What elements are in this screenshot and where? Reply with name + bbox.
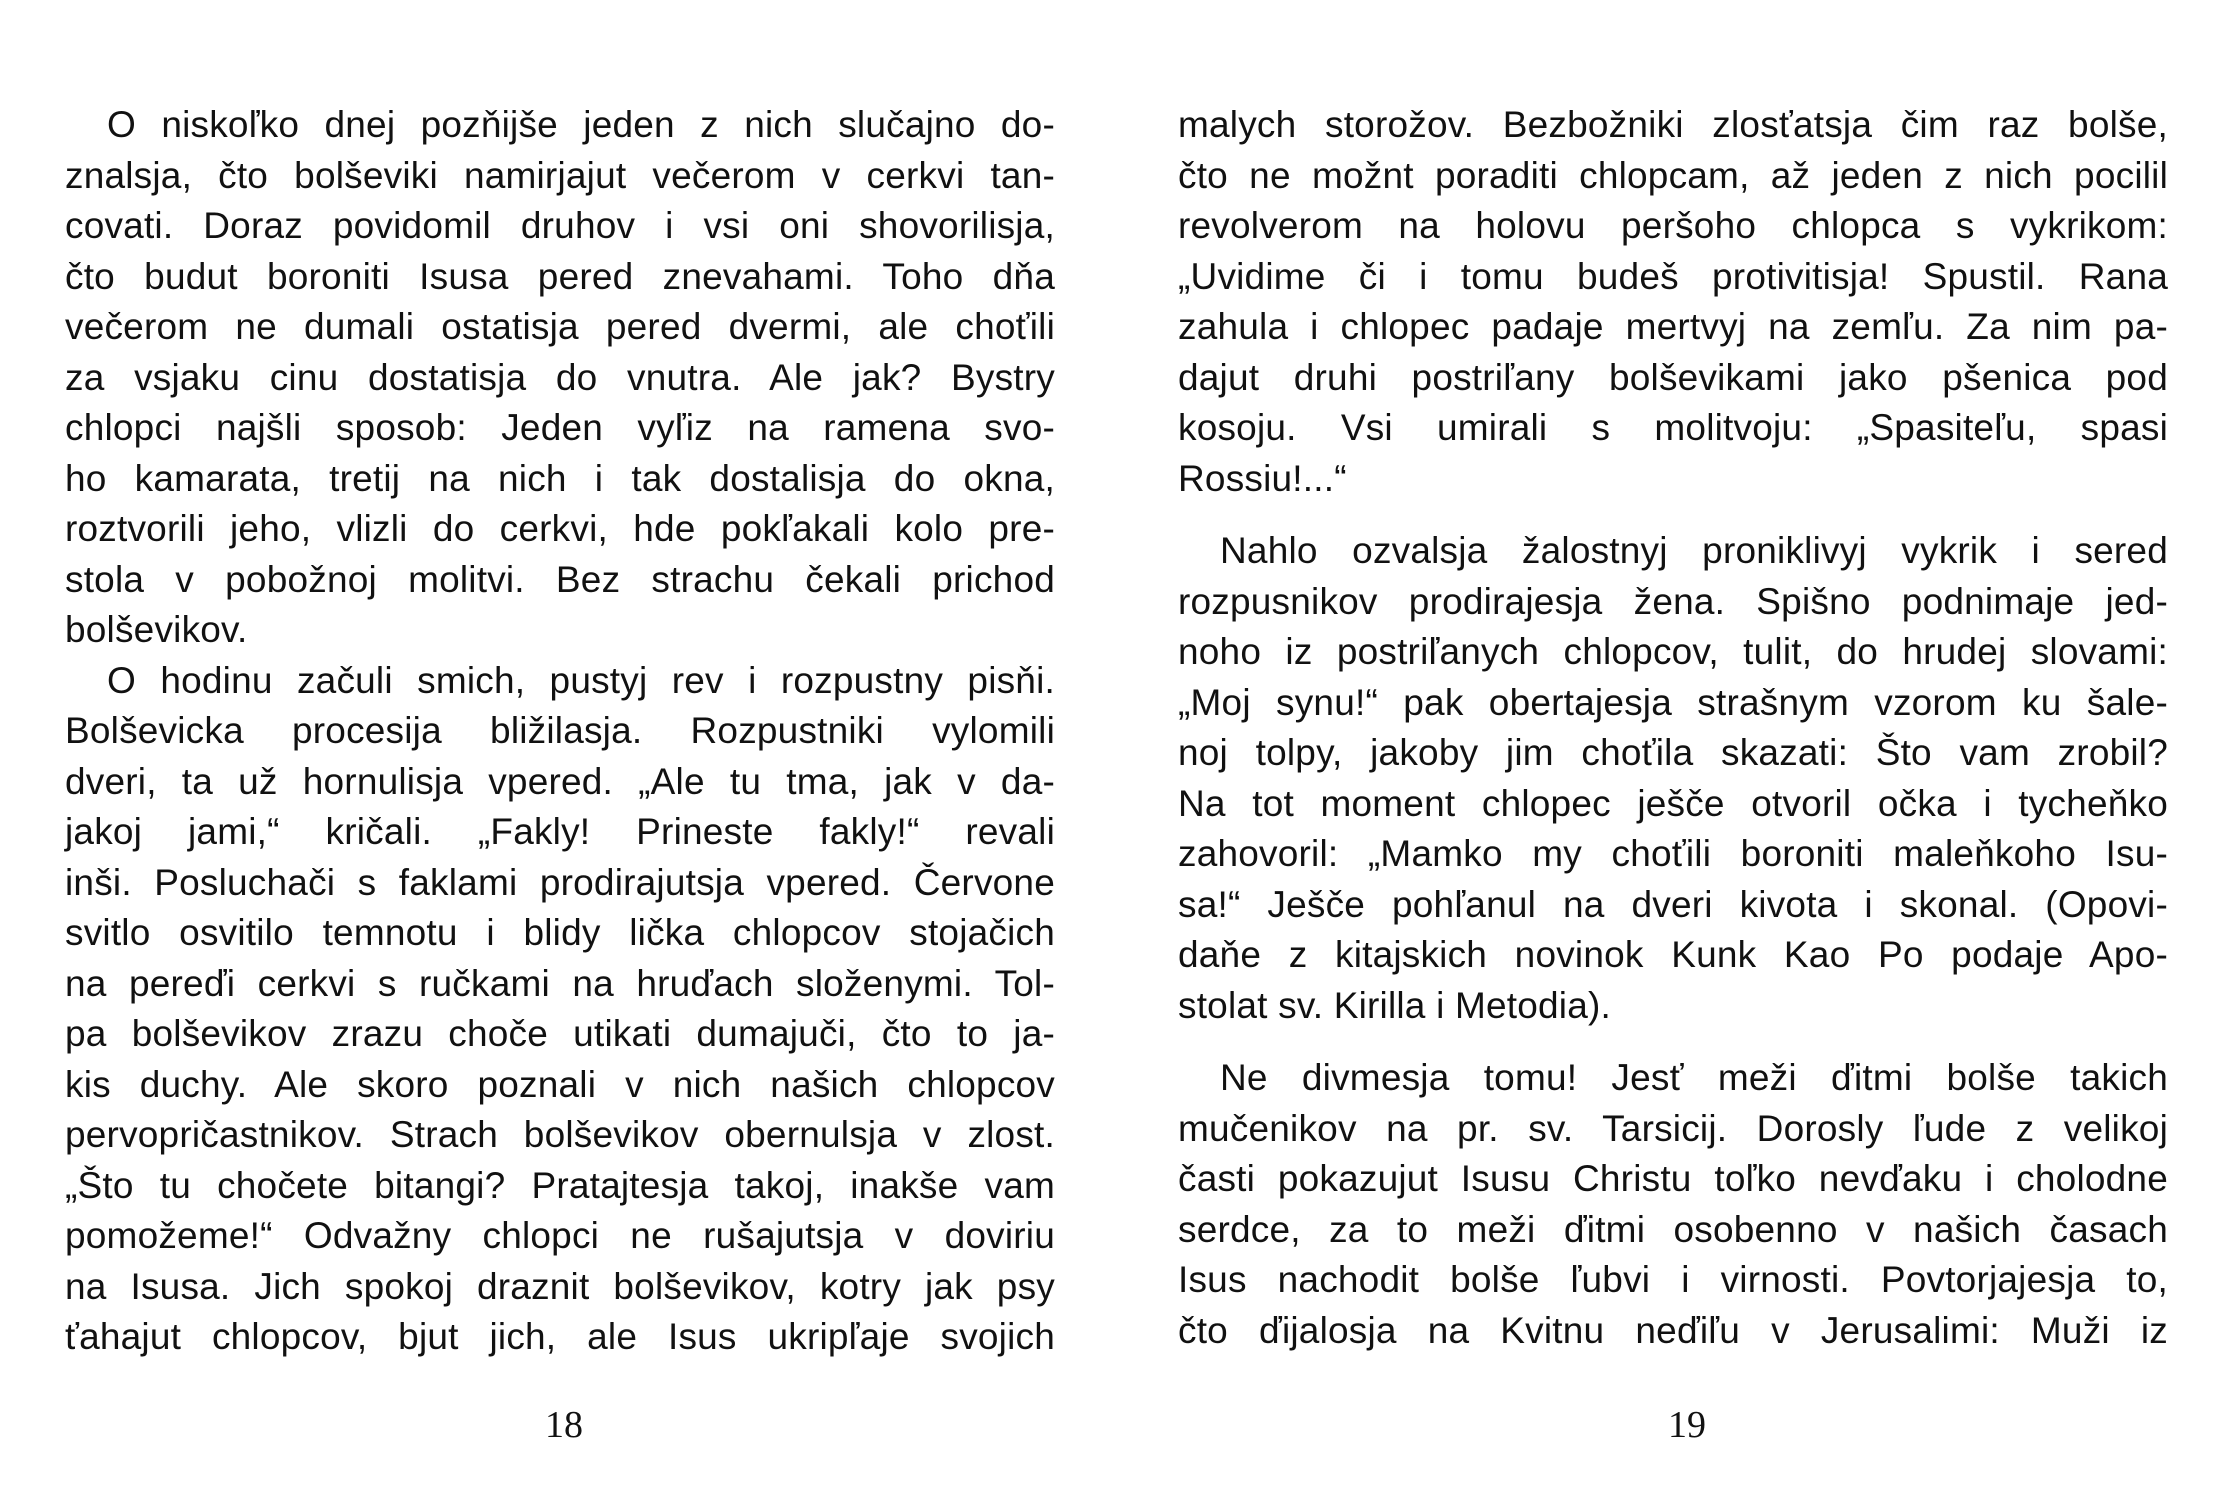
text-line: na pereďi cerkvi s ručkami na hruďach složenymi. Tol- [65, 962, 1055, 1004]
text-line: večerom ne dumali ostatisja pered dvermi, ale choťili [65, 306, 1055, 347]
text-line: čto ne možnt poraditi chlopcam, až jeden z nich pocilil [1178, 154, 2168, 196]
text-line: „Moj synu!“ pak obertajesja strašnym vzorom ku šale- [1178, 681, 2168, 723]
text-line: O hodinu začuli smich, pustyj rev i rozpustny pisňi. [107, 659, 1055, 701]
text-line: pervopričastnikov. Strach bolševikov obernulsja v zlost. [65, 1114, 1055, 1155]
text-line: covati. Doraz povidomil druhov i vsi oni shovorilisja, [65, 205, 1055, 246]
text-line: za vsjaku cinu dostatisja do vnutra. Ale jak? Bystry [65, 356, 1055, 398]
text-line: znalsja, čto bolševiki namirjajut večerom v cerkvi tan- [65, 154, 1055, 196]
text-line: O niskoľko dnej pozňijše jeden z nich slučajno do- [107, 104, 1055, 145]
text-line: ťahajut chlopcov, bjut jich, ale Isus ukripľaje svojich [65, 1316, 1055, 1357]
text-line: Isus nachodit bolše ľubvi i virnosti. Povtorjajesja to, [1178, 1259, 2168, 1300]
text-line: inši. Posluchači s faklami prodirajutsja vpered. Červone [65, 861, 1055, 903]
text-line: roztvorili jeho, vlizli do cerkvi, hde pokľakali kolo pre- [65, 508, 1055, 549]
text-line: „Što tu chočete bitangi? Pratajtesja takoj, inakše vam [65, 1164, 1055, 1206]
text-line: dveri, ta už hornulisja vpered. „Ale tu tma, jak v da- [65, 760, 1055, 802]
text-line: jakoj jami,“ kričali. „Fakly! Prineste fakly!“ revali [65, 811, 1055, 852]
page-number-left: 18 [545, 1404, 583, 1446]
text-line: čto ďijalosja na Kvitnu neďiľu v Jerusalimi: Muži iz [1178, 1309, 2168, 1351]
text-line: čto budut boroniti Isusa pered znevahami. Toho dňa [65, 255, 1055, 297]
text-line: stolat sv. Kirilla i Metodia). [1178, 984, 1611, 1026]
text-line: daňe z kitajskich novinok Kunk Kao Po podaje Apo- [1178, 934, 2168, 975]
text-line: pomožeme!“ Odvažny chlopci ne rušajutsja v doviriu [65, 1215, 1055, 1256]
text-line: na Isusa. Jich spokoj draznit bolševikov, kotry jak psy [65, 1265, 1055, 1307]
text-line: stola v pobožnoj molitvi. Bez strachu čekali prichod [65, 558, 1055, 600]
text-line: svitlo osvitilo temnotu i blidy lička chlopcov stojačich [65, 912, 1055, 953]
text-line: zahovoril: „Mamko my choťili boroniti maleňkoho Isu- [1178, 833, 2168, 874]
text-line: dajut druhi postriľany bolševikami jako pšenica pod [1178, 356, 2168, 398]
page-number-right: 19 [1668, 1404, 1706, 1446]
text-line: rozpusnikov prodirajesja žena. Spišno podnimaje jed- [1178, 580, 2168, 622]
text-line: zahula i chlopec padaje mertvyj na zemľu. Za nim pa- [1178, 306, 2168, 347]
right-page-text [1178, 100, 2168, 1356]
text-line: Nahlo ozvalsja žalostnyj proniklivyj vykrik i sered [1220, 530, 2168, 571]
text-line: noho iz postriľanych chlopcov, tulit, do hrudej slovami: [1178, 631, 2168, 672]
text-line: kis duchy. Ale skoro poznali v nich našich chlopcov [65, 1063, 1055, 1105]
text-line: Bolševicka procesija bližilasja. Rozpustniki vylomili [65, 710, 1055, 751]
text-line: revolverom na holovu peršoho chlopca s vykrikom: [1178, 205, 2168, 246]
text-line: sa!“ Ješče pohľanul na dveri kivota i skonal. (Opovi- [1178, 883, 2168, 925]
left-page-text [65, 100, 1055, 1363]
text-line: časti pokazujut Isusu Christu toľko nevďaku i cholodne [1178, 1158, 2168, 1199]
text-line: bolševikov. [65, 609, 248, 650]
paragraph-gap [1178, 504, 2168, 526]
text-line: Na tot moment chlopec ješče otvoril očka i tycheňko [1178, 782, 2168, 824]
text-line: noj tolpy, jakoby jim choťila skazati: Što vam zrobil? [1178, 732, 2168, 773]
text-line: kosoju. Vsi umirali s molitvoju: „Spasiteľu, spasi [1178, 407, 2168, 448]
text-line: Rossiu!...“ [1178, 457, 1347, 499]
text-line: pa bolševikov zrazu choče utikati dumajuči, čto to ja- [65, 1013, 1055, 1054]
text-line: Ne divmesja tomu! Jesť meži ďitmi bolše takich [1220, 1057, 2168, 1098]
paragraph-gap [1178, 1031, 2168, 1053]
text-line: serdce, za to meži ďitmi osobenno v našich časach [1178, 1208, 2168, 1250]
text-line: „Uvidime či i tomu budeš protivitisja! Spustil. Rana [1178, 255, 2168, 297]
right-page [1178, 100, 2168, 1460]
text-line: malych storožov. Bezbožniki zlosťatsja čim raz bolše, [1178, 104, 2168, 145]
text-line: ho kamarata, tretij na nich i tak dostalisja do okna, [65, 457, 1055, 499]
left-page [65, 100, 1055, 1460]
text-line: mučenikov na pr. sv. Tarsicij. Dorosly ľude z velikoj [1178, 1107, 2168, 1149]
text-line: chlopci najšli sposob: Jeden vyľiz na ramena svo- [65, 407, 1055, 448]
